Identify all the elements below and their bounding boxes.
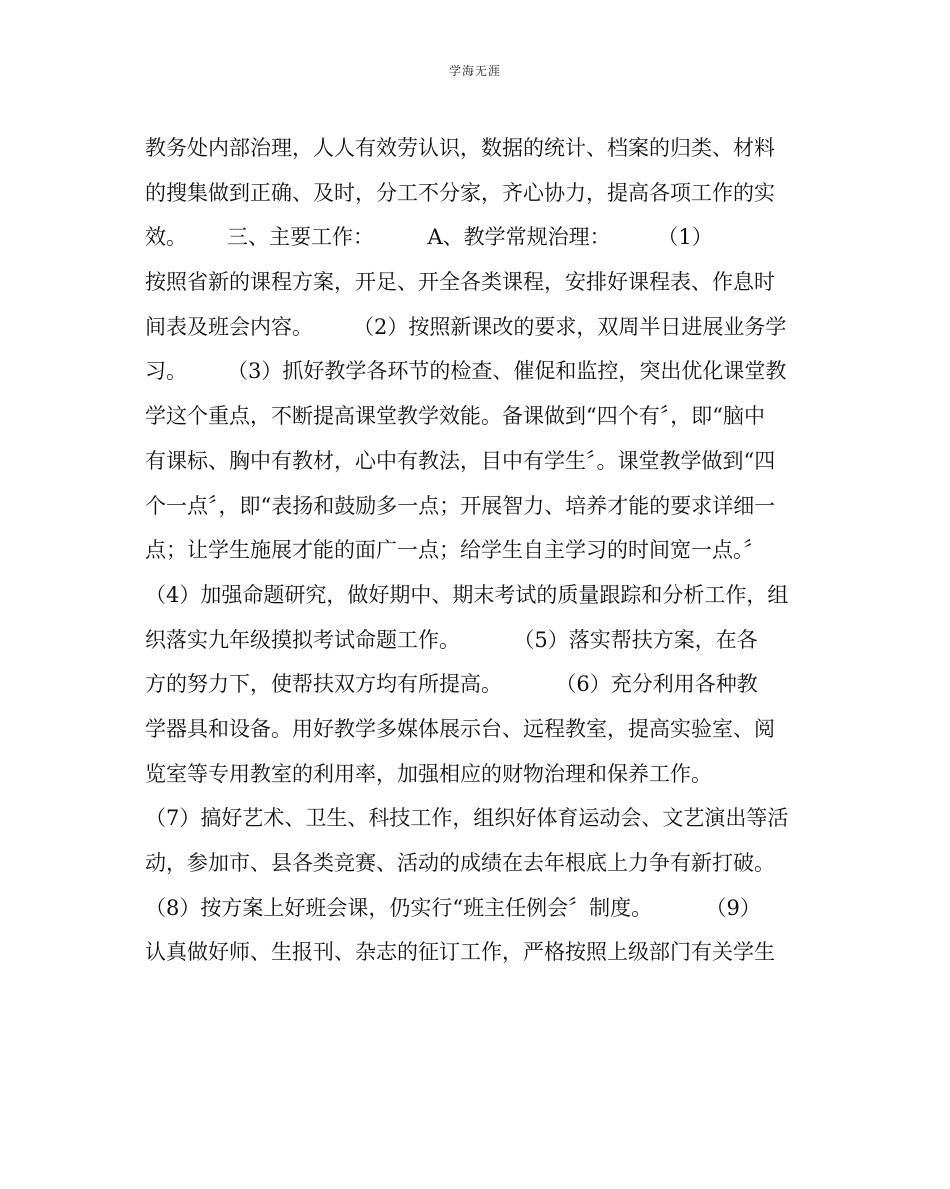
text-line: 的搜集做到正确、及时，分工不分家，齐心协力，提高各项工作的实 bbox=[145, 180, 775, 205]
text-line: （7）搞好艺术、卫生、科技工作，组织好体育运动会、文艺演出等活 bbox=[145, 806, 789, 831]
text-line: 有课标、胸中有教材，心中有教法，目中有学生〞。课堂教学做到“四 bbox=[145, 448, 776, 473]
text-line: 学这个重点，不断提高课堂教学效能。备课做到“四个有〞，即“脑中 bbox=[145, 404, 765, 429]
text-line: 效。 三、主要工作： A、教学常规治理： （1） bbox=[145, 225, 713, 250]
page-header: 学海无涯 bbox=[448, 64, 501, 78]
text-line: （8）按方案上好班会课，仍实行“班主任例会〞制度。 （9） bbox=[145, 895, 761, 920]
text-line: 间表及班会内容。 （2）按照新课改的要求，双周半日进展业务学 bbox=[145, 314, 787, 339]
text-line: 方的努力下，使帮扶双方均有所提高。 （6）充分利用各种教 bbox=[145, 672, 758, 697]
text-line: 学器具和设备。用好教学多媒体展示台、远程教室，提高实验室、阅 bbox=[145, 716, 775, 741]
text-line: 个一点〞，即“表扬和鼓励多一点；开展智力、培养才能的要求详细一 bbox=[145, 493, 776, 518]
text-line: 览室等专用教室的利用率，加强相应的财物治理和保养工作。 bbox=[145, 761, 712, 786]
text-line: 教务处内部治理，人人有效劳认识，数据的统计、档案的归类、材料 bbox=[145, 136, 775, 160]
text-line: 点；让学生施展才能的面广一点；给学生自主学习的时间宽一点。〞 bbox=[145, 538, 765, 563]
document-body bbox=[145, 126, 810, 975]
text-line: 织落实九年级摸拟考试命题工作。 （5）落实帮扶方案，在各 bbox=[145, 627, 758, 652]
text-line: （4）加强命题研究，做好期中、期末考试的质量跟踪和分析工作，组 bbox=[145, 582, 789, 607]
text-line: 按照省新的课程方案，开足、开全各类课程，安排好课程表、作息时 bbox=[145, 270, 775, 295]
text-line: 认真做好师、生报刊、杂志的征订工作，严格按照上级部门有关学生 bbox=[145, 940, 775, 965]
text-line: 习。 （3）抓好教学各环节的检查、催促和监控，突出优化课堂教 bbox=[145, 359, 787, 384]
text-line: 动，参加市、县各类竞赛、活动的成绩在去年根底上力争有新打破。 bbox=[145, 851, 775, 875]
